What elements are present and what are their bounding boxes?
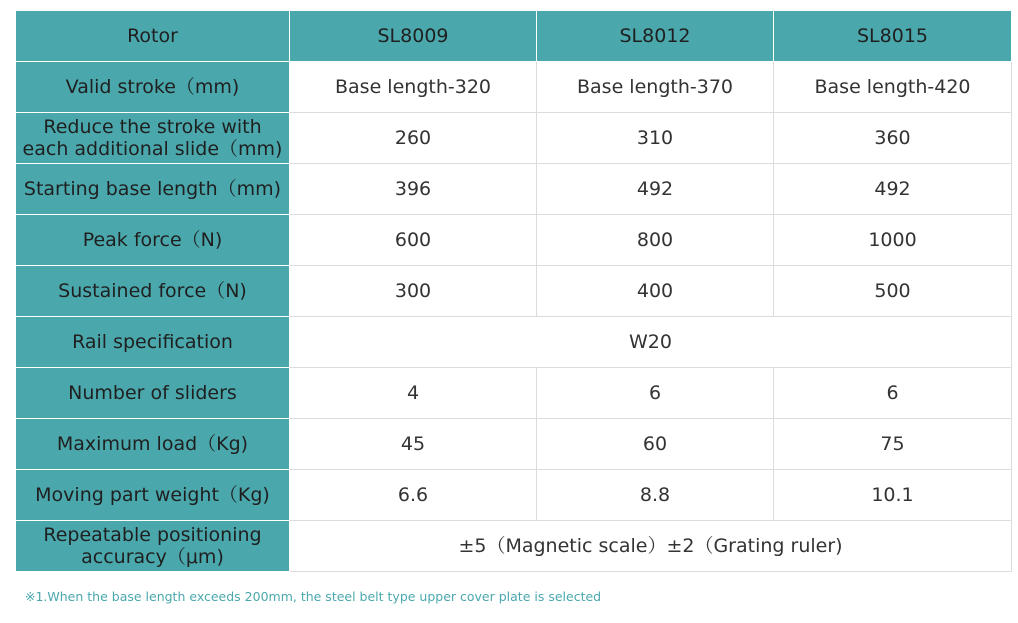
cell-value: 400: [537, 266, 774, 317]
table-row-reduce-stroke: [16, 113, 1012, 164]
header-row: [16, 11, 1012, 62]
cell-value: 260: [290, 113, 537, 164]
cell-value: Base length-370: [537, 62, 774, 113]
row-label: Rail specification: [16, 317, 290, 368]
merged-cell-value: ±5（Magnetic scale）±2（Grating ruler): [290, 521, 1012, 572]
cell-value: 60: [537, 419, 774, 470]
table-row-maximum-load: [16, 419, 1012, 470]
footnote: ※1.When the base length exceeds 200mm, the steel belt type upper cover plate is selected: [25, 589, 602, 604]
spec-table: [15, 10, 1012, 572]
cell-value: 492: [774, 164, 1012, 215]
row-label: Repeatable positioning accuracy（μm): [16, 521, 290, 572]
table-row-sustained-force: [16, 266, 1012, 317]
header-cell-sl8015: SL8015: [774, 11, 1012, 62]
table-row-starting-base-length: [16, 164, 1012, 215]
row-label: Number of sliders: [16, 368, 290, 419]
row-label: Valid stroke（mm): [16, 62, 290, 113]
header-cell-sl8009: SL8009: [290, 11, 537, 62]
table-row-repeatable-positioning: [16, 521, 1012, 572]
cell-value: 360: [774, 113, 1012, 164]
cell-value: Base length-320: [290, 62, 537, 113]
table-row-rail-specification: [16, 317, 1012, 368]
cell-value: 492: [537, 164, 774, 215]
cell-value: 6.6: [290, 470, 537, 521]
row-label: Sustained force（N): [16, 266, 290, 317]
cell-value: 500: [774, 266, 1012, 317]
row-label: Moving part weight（Kg): [16, 470, 290, 521]
row-label: Starting base length（mm): [16, 164, 290, 215]
table-row-moving-part-weight: [16, 470, 1012, 521]
cell-value: 1000: [774, 215, 1012, 266]
cell-value: Base length-420: [774, 62, 1012, 113]
cell-value: 600: [290, 215, 537, 266]
cell-value: 75: [774, 419, 1012, 470]
row-label: Maximum load（Kg): [16, 419, 290, 470]
cell-value: 310: [537, 113, 774, 164]
header-cell-rotor: Rotor: [16, 11, 290, 62]
cell-value: 6: [774, 368, 1012, 419]
row-label: Reduce the stroke with each additional slide（mm): [16, 113, 290, 164]
cell-value: 396: [290, 164, 537, 215]
merged-cell-value: W20: [290, 317, 1012, 368]
row-label: Peak force（N): [16, 215, 290, 266]
cell-value: 45: [290, 419, 537, 470]
cell-value: 8.8: [537, 470, 774, 521]
cell-value: 300: [290, 266, 537, 317]
table-row-peak-force: [16, 215, 1012, 266]
header-cell-sl8012: SL8012: [537, 11, 774, 62]
cell-value: 800: [537, 215, 774, 266]
cell-value: 4: [290, 368, 537, 419]
table-row-valid-stroke: [16, 62, 1012, 113]
cell-value: 10.1: [774, 470, 1012, 521]
cell-value: 6: [537, 368, 774, 419]
table-row-number-of-sliders: [16, 368, 1012, 419]
